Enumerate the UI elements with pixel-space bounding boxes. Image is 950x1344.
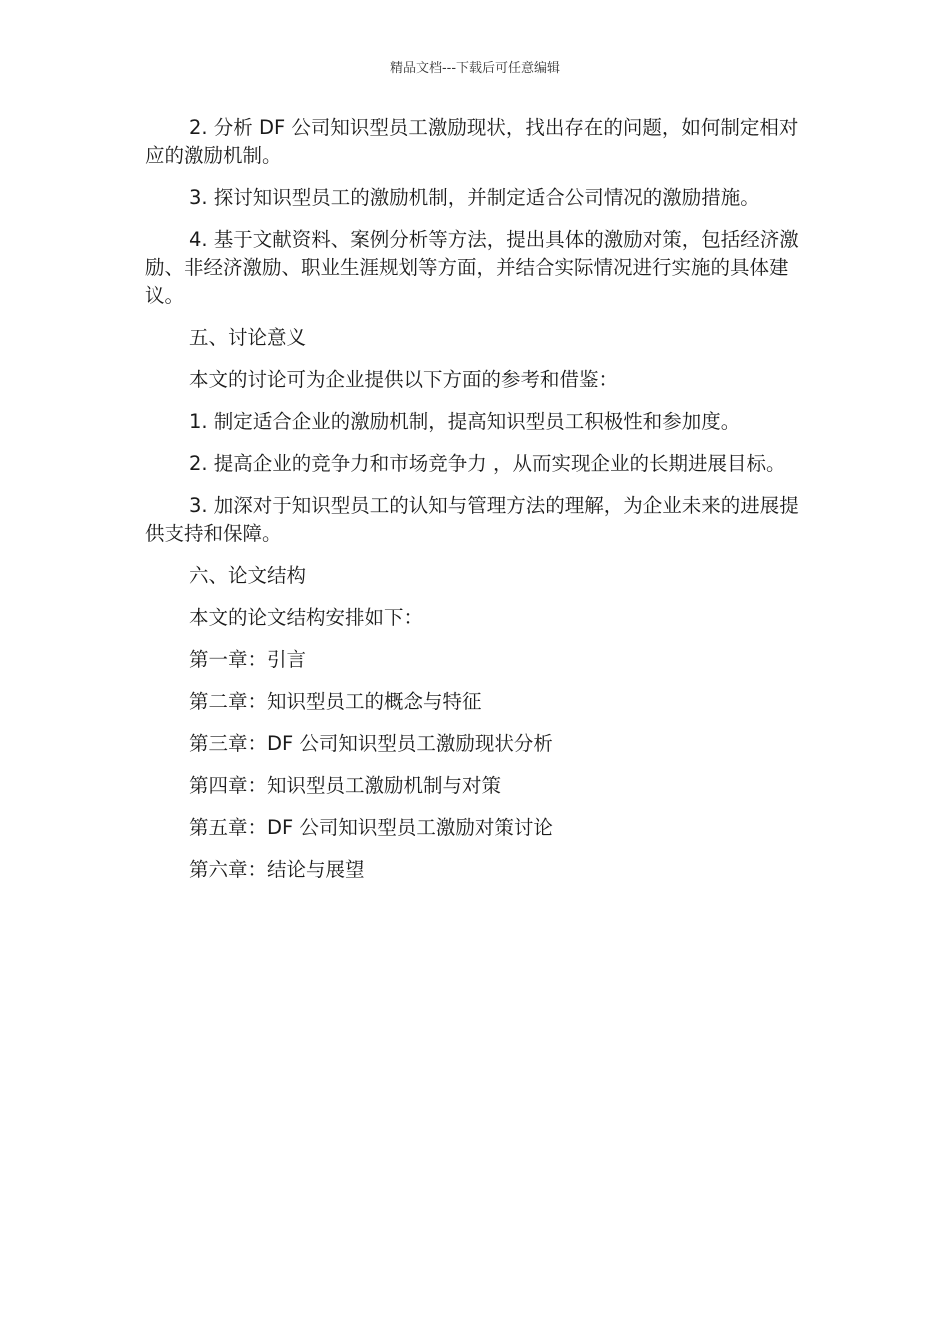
section-heading-significance: 五、讨论意义 — [189, 326, 307, 349]
paragraph-objective-3: 3. 探讨知识型员工的激励机制，并制定适合公司情况的激励措施。 — [189, 186, 760, 209]
paragraph-significance-1: 1. 制定适合企业的激励机制，提高知识型员工积极性和参加度。 — [189, 410, 741, 433]
chapter-item-5: 第五章：DF 公司知识型员工激励对策讨论 — [189, 816, 553, 839]
paragraph-objective-4: 4. 基于文献资料、案例分析等方法，提出具体的激励对策，包括经济激励、非经济激励、职业生涯规划等方面，并结合实际情况进行实施的具体建议。 — [145, 228, 799, 307]
chapter-item-6: 第六章：结论与展望 — [189, 858, 365, 881]
chapter-item-4: 第四章：知识型员工激励机制与对策 — [189, 774, 502, 797]
chapter-item-1: 第一章：引言 — [189, 648, 307, 671]
chapter-item-2: 第二章：知识型员工的概念与特征 — [189, 690, 482, 713]
page-header: 精品文档---下载后可任意编辑 — [389, 61, 561, 76]
paragraph-significance-3: 3. 加深对于知识型员工的认知与管理方法的理解，为企业未来的进展提供支持和保障。 — [145, 494, 799, 545]
paragraph-significance-intro: 本文的讨论可为企业提供以下方面的参考和借鉴： — [189, 368, 619, 391]
paragraph-objective-2: 2. 分析 DF 公司知识型员工激励现状，找出存在的问题，如何制定相对应的激励机制。 — [145, 116, 799, 167]
paragraph-significance-2: 2. 提高企业的竞争力和市场竞争力 ，从而实现企业的长期进展目标。 — [189, 452, 786, 475]
document-body — [145, 114, 805, 898]
chapter-item-3: 第三章：DF 公司知识型员工激励现状分析 — [189, 732, 553, 755]
section-heading-structure: 六、论文结构 — [189, 564, 307, 587]
paragraph-structure-intro: 本文的论文结构安排如下： — [189, 606, 424, 629]
